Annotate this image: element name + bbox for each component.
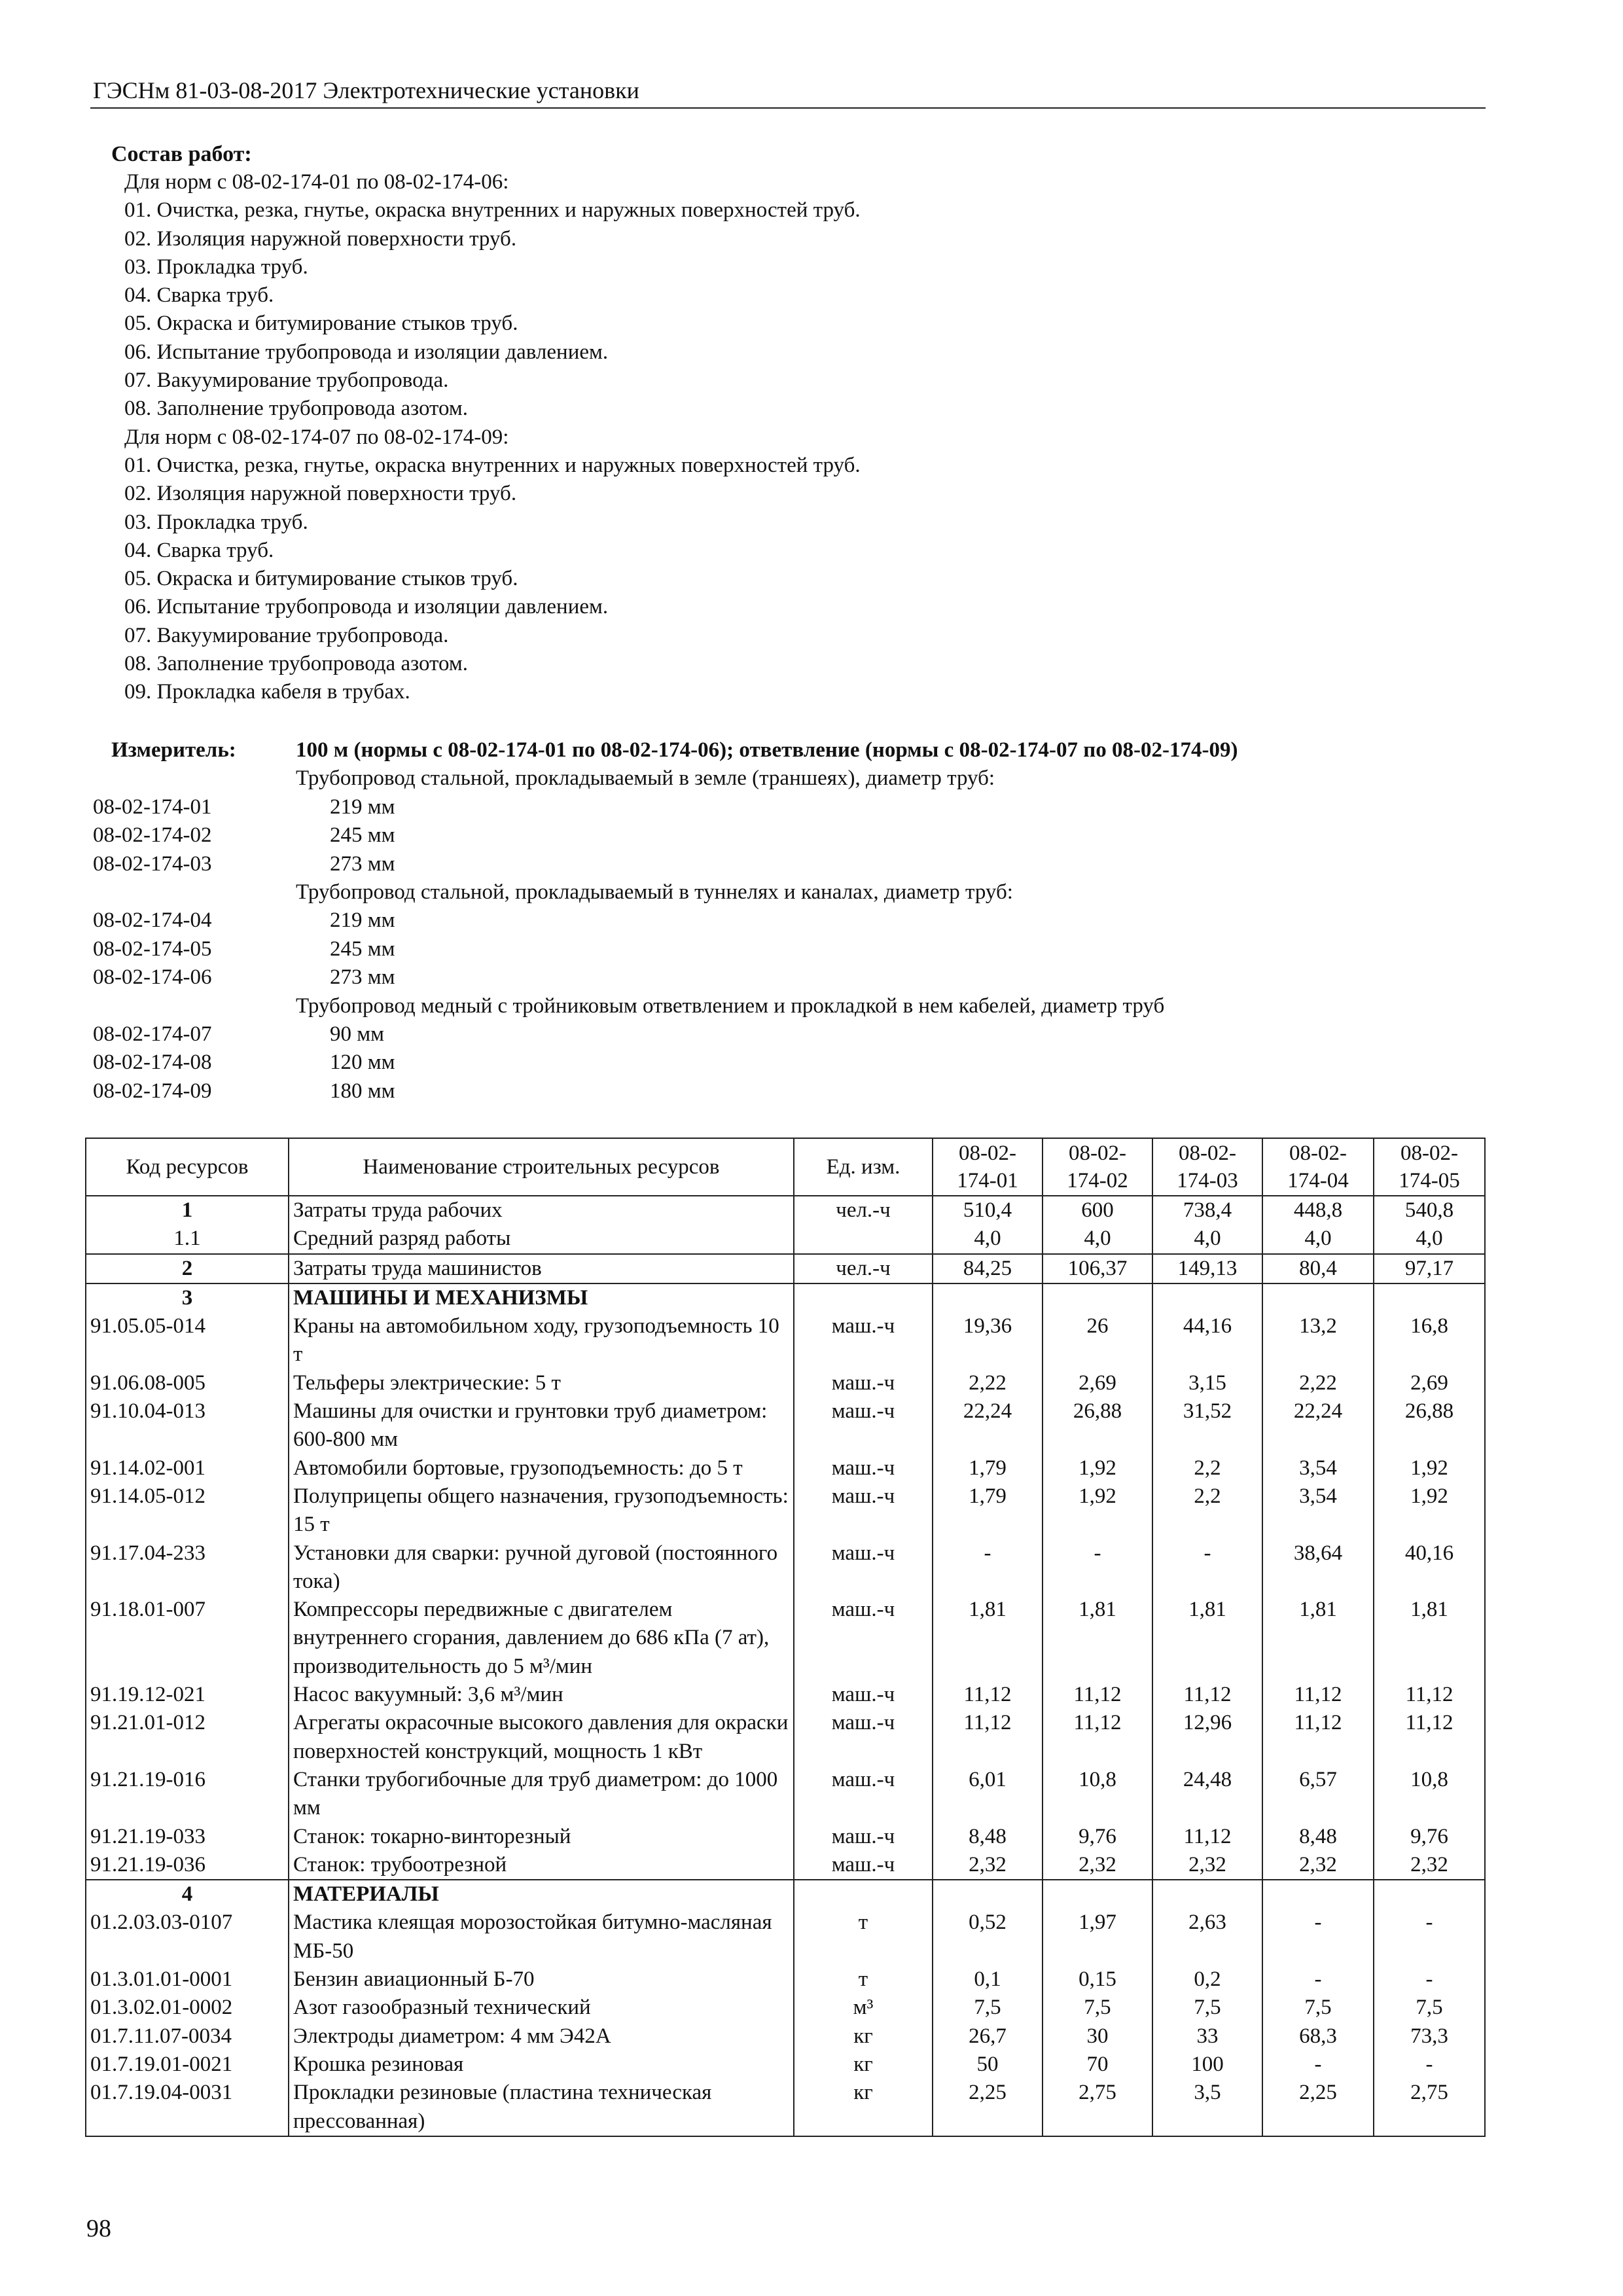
table-row — [86, 1196, 1485, 1225]
resource-code-cell: 2 — [86, 1254, 289, 1283]
value-cell: - — [933, 1539, 1043, 1596]
measure-item-size: 245 мм — [330, 823, 395, 848]
value-cell: 22,24 — [933, 1397, 1043, 1454]
table-row — [86, 1397, 1485, 1454]
work-composition-item: 04. Сварка труб. — [124, 283, 274, 308]
measure-item-code: 08-02-174-09 — [93, 1079, 212, 1103]
work-composition-item: 04. Сварка труб. — [124, 538, 274, 562]
value-cell — [933, 1880, 1043, 1909]
measure-item-size: 90 мм — [330, 1022, 385, 1046]
value-cell: 7,5 — [1374, 1994, 1485, 2022]
resource-name-cell: Электроды диаметром: 4 мм Э42А — [289, 2022, 794, 2051]
measure-item-code: 08-02-174-04 — [93, 908, 212, 933]
measure-item-size: 273 мм — [330, 965, 395, 990]
resource-name-cell: Станок: токарно-винторезный — [289, 1823, 794, 1851]
value-cell: 106,37 — [1043, 1254, 1152, 1283]
measure-group-row — [93, 764, 1487, 793]
value-cell: 2,75 — [1043, 2079, 1152, 2136]
table-row — [86, 1596, 1485, 1681]
value-cell: 44,16 — [1152, 1312, 1262, 1369]
value-cell: 40,16 — [1374, 1539, 1485, 1596]
value-cell: 2,32 — [1374, 1851, 1485, 1880]
resource-code-cell: 3 — [86, 1283, 289, 1312]
work-composition-item: 07. Вакуумирование трубопровода. — [124, 368, 449, 393]
resource-name-cell: Станок: трубоотрезной — [289, 1851, 794, 1880]
work-composition-item: 06. Испытание трубопровода и изоляции давлением. — [124, 340, 609, 364]
resource-code-cell: 01.3.01.01-0001 — [86, 1965, 289, 1994]
measure-item-code: 08-02-174-02 — [93, 823, 212, 848]
value-cell: 540,8 — [1374, 1196, 1485, 1225]
resource-name-cell: Насос вакуумный: 3,6 м³/мин — [289, 1681, 794, 1709]
resource-name-cell: Станки трубогибочные для труб диаметром: до 1000 мм — [289, 1766, 794, 1823]
value-cell: 3,15 — [1152, 1369, 1262, 1397]
unit-cell: маш.-ч — [794, 1709, 933, 1766]
value-cell: - — [1043, 1539, 1152, 1596]
value-cell: 11,12 — [1152, 1823, 1262, 1851]
value-cell: 10,8 — [1043, 1766, 1152, 1823]
work-composition-item: 02. Изоляция наружной поверхности труб. — [124, 226, 517, 251]
table-row — [86, 1283, 1485, 1312]
measure-group-title: Трубопровод медный с тройниковым ответвлением и прокладкой в нем кабелей, диаметр труб — [296, 994, 1165, 1018]
value-cell: 11,12 — [1043, 1681, 1152, 1709]
resource-name-cell: Бензин авиационный Б-70 — [289, 1965, 794, 1994]
work-composition-heading: Состав работ: — [111, 142, 252, 166]
unit-cell: кг — [794, 2022, 933, 2051]
value-cell: 2,32 — [1043, 1851, 1152, 1880]
resource-name-cell: Азот газообразный технический — [289, 1994, 794, 2022]
resource-code-cell: 91.18.01-007 — [86, 1596, 289, 1681]
unit-cell: чел.-ч — [794, 1254, 933, 1283]
resource-name-cell: Прокладки резиновые (пластина техническая прессованная) — [289, 2079, 794, 2136]
value-cell: - — [1374, 2051, 1485, 2079]
measure-item-row — [93, 935, 1487, 963]
resource-code-cell: 01.7.11.07-0034 — [86, 2022, 289, 2051]
value-cell: 1,92 — [1043, 1454, 1152, 1482]
measure-item-size: 219 мм — [330, 908, 395, 933]
table-row — [86, 1254, 1485, 1283]
table-row — [86, 1681, 1485, 1709]
value-cell: 50 — [933, 2051, 1043, 2079]
table-row — [86, 1454, 1485, 1482]
work-composition-list — [111, 168, 1420, 707]
value-cell: 80,4 — [1262, 1254, 1374, 1283]
value-cell — [1043, 1283, 1152, 1312]
measure-item-row — [93, 906, 1487, 935]
unit-cell: чел.-ч — [794, 1196, 933, 1225]
value-cell: 16,8 — [1374, 1312, 1485, 1369]
value-cell: 1,92 — [1374, 1454, 1485, 1482]
value-cell: 11,12 — [1043, 1709, 1152, 1766]
value-cell — [1152, 1283, 1262, 1312]
resource-name-cell: Средний разряд работы — [289, 1225, 794, 1253]
value-cell — [1374, 1283, 1485, 1312]
measure-group-title: Трубопровод стальной, прокладываемый в земле (траншеях), диаметр труб: — [296, 766, 995, 791]
value-cell: 33 — [1152, 2022, 1262, 2051]
value-cell: 31,52 — [1152, 1397, 1262, 1454]
work-composition-item: 01. Очистка, резка, гнутье, окраска внутренних и наружных поверхностей труб. — [124, 198, 861, 223]
measure-value: 100 м (нормы с 08-02-174-01 по 08-02-174-06); ответвление (нормы с 08-02-174-07 по 08-02-174-09) — [296, 738, 1238, 762]
value-cell: 6,57 — [1262, 1766, 1374, 1823]
value-cell: 1,81 — [1043, 1596, 1152, 1681]
measure-item-size: 273 мм — [330, 852, 395, 876]
work-composition-item: 06. Испытание трубопровода и изоляции давлением. — [124, 595, 609, 619]
measure-item-size: 245 мм — [330, 937, 395, 961]
work-composition-item: 09. Прокладка кабеля в трубах. — [124, 680, 410, 704]
value-cell: 1,92 — [1043, 1482, 1152, 1539]
value-cell: 4,0 — [1043, 1225, 1152, 1253]
value-cell: 0,15 — [1043, 1965, 1152, 1994]
table-row — [86, 1880, 1485, 1909]
value-cell: 2,22 — [933, 1369, 1043, 1397]
resource-name-cell: Компрессоры передвижные с двигателем внутреннего сгорания, давлением до 686 кПа (7 ат), производительность до 5 м³/мин — [289, 1596, 794, 1681]
value-cell: 7,5 — [933, 1994, 1043, 2022]
resource-name-cell: Тельферы электрические: 5 т — [289, 1369, 794, 1397]
measure-group-row — [93, 878, 1487, 906]
measure-item-row — [93, 850, 1487, 878]
value-cell: 1,81 — [933, 1596, 1043, 1681]
value-cell: 1,92 — [1374, 1482, 1485, 1539]
value-cell: 9,76 — [1043, 1823, 1152, 1851]
table-header-cell: Наименование строительных ресурсов — [289, 1138, 794, 1196]
header-title: ГЭСНм 81-03-08-2017 Электротехнические установки — [93, 77, 639, 103]
work-composition-item: 02. Изоляция наружной поверхности труб. — [124, 482, 517, 506]
value-cell: 1,79 — [933, 1454, 1043, 1482]
table-header-cell: 08-02- 174-05 — [1374, 1138, 1485, 1196]
unit-cell: маш.-ч — [794, 1596, 933, 1681]
value-cell — [1152, 1880, 1262, 1909]
table-row — [86, 1965, 1485, 1994]
value-cell: 7,5 — [1043, 1994, 1152, 2022]
value-cell: 11,12 — [1262, 1709, 1374, 1766]
value-cell: 3,5 — [1152, 2079, 1262, 2136]
resource-name-cell: Краны на автомобильном ходу, грузоподъемность 10 т — [289, 1312, 794, 1369]
value-cell: 149,13 — [1152, 1254, 1262, 1283]
value-cell: 2,22 — [1262, 1369, 1374, 1397]
unit-cell: маш.-ч — [794, 1369, 933, 1397]
resource-name-cell: Агрегаты окрасочные высокого давления для окраски поверхностей конструкций, мощность 1 кВт — [289, 1709, 794, 1766]
value-cell: 84,25 — [933, 1254, 1043, 1283]
table-body — [86, 1196, 1485, 2136]
unit-cell: маш.-ч — [794, 1312, 933, 1369]
value-cell: - — [1152, 1539, 1262, 1596]
work-composition-item: 05. Окраска и битумирование стыков труб. — [124, 312, 518, 336]
measure-item-code: 08-02-174-08 — [93, 1050, 212, 1075]
resource-name-cell: Мастика клеящая морозостойкая битумно-масляная МБ-50 — [289, 1909, 794, 1965]
unit-cell — [794, 1225, 933, 1253]
value-cell: 4,0 — [1152, 1225, 1262, 1253]
unit-cell: кг — [794, 2051, 933, 2079]
unit-cell: маш.-ч — [794, 1823, 933, 1851]
value-cell: 3,54 — [1262, 1454, 1374, 1482]
measure-item-size: 180 мм — [330, 1079, 395, 1103]
unit-cell — [794, 1880, 933, 1909]
table-header-cell: 08-02- 174-02 — [1043, 1138, 1152, 1196]
value-cell: 1,81 — [1374, 1596, 1485, 1681]
value-cell: 0,1 — [933, 1965, 1043, 1994]
value-cell: 1,81 — [1152, 1596, 1262, 1681]
table-row — [86, 1994, 1485, 2022]
value-cell: 0,2 — [1152, 1965, 1262, 1994]
resource-code-cell: 91.14.05-012 — [86, 1482, 289, 1539]
measure-item-code: 08-02-174-01 — [93, 795, 212, 819]
value-cell: 2,32 — [933, 1851, 1043, 1880]
value-cell — [1262, 1880, 1374, 1909]
table-header-cell: 08-02- 174-03 — [1152, 1138, 1262, 1196]
value-cell: 22,24 — [1262, 1397, 1374, 1454]
work-composition-item: 07. Вакуумирование трубопровода. — [124, 623, 449, 647]
value-cell: 70 — [1043, 2051, 1152, 2079]
value-cell: 1,81 — [1262, 1596, 1374, 1681]
table-header-cell: 08-02- 174-01 — [933, 1138, 1043, 1196]
value-cell — [1043, 1880, 1152, 1909]
value-cell: 24,48 — [1152, 1766, 1262, 1823]
work-composition-item: 03. Прокладка труб. — [124, 255, 308, 279]
value-cell: - — [1262, 2051, 1374, 2079]
resource-code-cell: 01.7.19.01-0021 — [86, 2051, 289, 2079]
value-cell: 600 — [1043, 1196, 1152, 1225]
table-row — [86, 1539, 1485, 1596]
value-cell: 26,7 — [933, 2022, 1043, 2051]
unit-cell: маш.-ч — [794, 1539, 933, 1596]
value-cell: 8,48 — [1262, 1823, 1374, 1851]
value-cell: 2,25 — [933, 2079, 1043, 2136]
resources-table — [85, 1138, 1486, 2137]
measure-item-row — [93, 1020, 1487, 1049]
value-cell — [933, 1283, 1043, 1312]
table-row — [86, 1909, 1485, 1965]
table-header-row — [86, 1138, 1485, 1196]
value-cell: 2,2 — [1152, 1482, 1262, 1539]
unit-cell — [794, 1283, 933, 1312]
work-composition-item: 03. Прокладка труб. — [124, 510, 308, 534]
resource-code-cell: 91.21.19-036 — [86, 1851, 289, 1880]
value-cell: 4,0 — [1262, 1225, 1374, 1253]
value-cell: 738,4 — [1152, 1196, 1262, 1225]
work-composition-item: 05. Окраска и битумирование стыков труб. — [124, 567, 518, 591]
value-cell: 2,69 — [1043, 1369, 1152, 1397]
value-cell: 19,36 — [933, 1312, 1043, 1369]
value-cell: 7,5 — [1262, 1994, 1374, 2022]
value-cell: 2,25 — [1262, 2079, 1374, 2136]
value-cell: 10,8 — [1374, 1766, 1485, 1823]
resource-name-cell: Затраты труда машинистов — [289, 1254, 794, 1283]
value-cell: 2,32 — [1152, 1851, 1262, 1880]
measure-group-row — [93, 992, 1487, 1020]
value-cell: 3,54 — [1262, 1482, 1374, 1539]
value-cell: 11,12 — [1262, 1681, 1374, 1709]
resource-code-cell: 91.17.04-233 — [86, 1539, 289, 1596]
resource-code-cell: 91.14.02-001 — [86, 1454, 289, 1482]
value-cell: - — [1262, 1909, 1374, 1965]
measure-item-code: 08-02-174-07 — [93, 1022, 212, 1046]
resource-name-cell: Машины для очистки и грунтовки труб диаметром: 600-800 мм — [289, 1397, 794, 1454]
measure-item-code: 08-02-174-05 — [93, 937, 212, 961]
value-cell: 30 — [1043, 2022, 1152, 2051]
value-cell: 4,0 — [933, 1225, 1043, 1253]
table-row — [86, 2079, 1485, 2136]
measure-label: Измеритель: — [111, 738, 236, 762]
measure-group-title: Трубопровод стальной, прокладываемый в туннелях и каналах, диаметр труб: — [296, 880, 1013, 904]
table-row — [86, 1312, 1485, 1369]
table-header-cell: Код ресурсов — [86, 1138, 289, 1196]
measure-item-code: 08-02-174-06 — [93, 965, 212, 990]
measure-item-code: 08-02-174-03 — [93, 852, 212, 876]
table-row — [86, 1709, 1485, 1766]
measure-row — [93, 736, 1487, 764]
resource-code-cell: 91.10.04-013 — [86, 1397, 289, 1454]
value-cell: 2,32 — [1262, 1851, 1374, 1880]
resource-code-cell: 4 — [86, 1880, 289, 1909]
resource-name-cell: МАШИНЫ И МЕХАНИЗМЫ — [289, 1283, 794, 1312]
resource-code-cell: 01.7.19.04-0031 — [86, 2079, 289, 2136]
table-row — [86, 2051, 1485, 2079]
table-row — [86, 1369, 1485, 1397]
unit-cell: маш.-ч — [794, 1766, 933, 1823]
resource-code-cell: 1.1 — [86, 1225, 289, 1253]
work-composition-item: 08. Заполнение трубопровода азотом. — [124, 397, 469, 421]
value-cell: 11,12 — [933, 1709, 1043, 1766]
value-cell — [1262, 1283, 1374, 1312]
header-rule — [90, 107, 1486, 109]
value-cell: 448,8 — [1262, 1196, 1374, 1225]
value-cell: 6,01 — [933, 1766, 1043, 1823]
value-cell: 7,5 — [1152, 1994, 1262, 2022]
resource-code-cell: 01.3.02.01-0002 — [86, 1994, 289, 2022]
unit-cell: маш.-ч — [794, 1454, 933, 1482]
measure-item-row — [93, 793, 1487, 821]
value-cell: 97,17 — [1374, 1254, 1485, 1283]
unit-cell: м³ — [794, 1994, 933, 2022]
value-cell: 8,48 — [933, 1823, 1043, 1851]
value-cell: 26 — [1043, 1312, 1152, 1369]
value-cell: 9,76 — [1374, 1823, 1485, 1851]
value-cell: 11,12 — [1152, 1681, 1262, 1709]
value-cell: 510,4 — [933, 1196, 1043, 1225]
work-composition-item: 01. Очистка, резка, гнутье, окраска внутренних и наружных поверхностей труб. — [124, 453, 861, 477]
unit-cell: маш.-ч — [794, 1851, 933, 1880]
value-cell: 11,12 — [933, 1681, 1043, 1709]
value-cell: - — [1374, 1965, 1485, 1994]
work-composition — [111, 140, 1420, 707]
page-number: 98 — [86, 2215, 111, 2242]
unit-cell: маш.-ч — [794, 1681, 933, 1709]
value-cell: 100 — [1152, 2051, 1262, 2079]
resource-code-cell: 91.06.08-005 — [86, 1369, 289, 1397]
resource-name-cell: МАТЕРИАЛЫ — [289, 1880, 794, 1909]
unit-cell: т — [794, 1965, 933, 1994]
resource-name-cell: Автомобили бортовые, грузоподъемность: до 5 т — [289, 1454, 794, 1482]
value-cell: 11,12 — [1374, 1709, 1485, 1766]
value-cell: 2,69 — [1374, 1369, 1485, 1397]
measure-item-size: 219 мм — [330, 795, 395, 819]
table-row — [86, 1823, 1485, 1851]
unit-cell: кг — [794, 2079, 933, 2136]
resource-name-cell: Установки для сварки: ручной дуговой (постоянного тока) — [289, 1539, 794, 1596]
value-cell: 13,2 — [1262, 1312, 1374, 1369]
measure-item-row — [93, 1077, 1487, 1105]
measure-item-row — [93, 821, 1487, 850]
value-cell: 0,52 — [933, 1909, 1043, 1965]
value-cell: - — [1262, 1965, 1374, 1994]
resource-code-cell: 01.2.03.03-0107 — [86, 1909, 289, 1965]
table-row — [86, 2022, 1485, 2051]
measure-item-size: 120 мм — [330, 1050, 395, 1075]
table-header-cell: Ед. изм. — [794, 1138, 933, 1196]
resource-code-cell: 91.21.19-016 — [86, 1766, 289, 1823]
resource-code-cell: 91.21.19-033 — [86, 1823, 289, 1851]
value-cell: 2,2 — [1152, 1454, 1262, 1482]
work-composition-item: Для норм с 08-02-174-01 по 08-02-174-06: — [124, 170, 509, 194]
resource-code-cell: 91.21.01-012 — [86, 1709, 289, 1766]
resource-name-cell: Затраты труда рабочих — [289, 1196, 794, 1225]
table-header-cell: 08-02- 174-04 — [1262, 1138, 1374, 1196]
measure-item-row — [93, 1049, 1487, 1077]
value-cell: 1,97 — [1043, 1909, 1152, 1965]
resource-name-cell: Полуприцепы общего назначения, грузоподъемность: 15 т — [289, 1482, 794, 1539]
value-cell: 11,12 — [1374, 1681, 1485, 1709]
value-cell — [1374, 1880, 1485, 1909]
value-cell: 68,3 — [1262, 2022, 1374, 2051]
value-cell: 73,3 — [1374, 2022, 1485, 2051]
value-cell: 26,88 — [1374, 1397, 1485, 1454]
work-composition-item: Для норм с 08-02-174-07 по 08-02-174-09: — [124, 425, 509, 449]
unit-cell: т — [794, 1909, 933, 1965]
unit-cell: маш.-ч — [794, 1482, 933, 1539]
measure-item-row — [93, 963, 1487, 992]
measure-section — [93, 736, 1487, 1105]
value-cell: 1,79 — [933, 1482, 1043, 1539]
resource-code-cell: 1 — [86, 1196, 289, 1225]
table-row — [86, 1851, 1485, 1880]
value-cell: 26,88 — [1043, 1397, 1152, 1454]
unit-cell: маш.-ч — [794, 1397, 933, 1454]
resource-code-cell: 91.19.12-021 — [86, 1681, 289, 1709]
resource-code-cell: 91.05.05-014 — [86, 1312, 289, 1369]
value-cell: 38,64 — [1262, 1539, 1374, 1596]
value-cell: - — [1374, 1909, 1485, 1965]
table-row — [86, 1225, 1485, 1253]
resource-name-cell: Крошка резиновая — [289, 2051, 794, 2079]
table-row — [86, 1766, 1485, 1823]
value-cell: 2,75 — [1374, 2079, 1485, 2136]
value-cell: 4,0 — [1374, 1225, 1485, 1253]
value-cell: 2,63 — [1152, 1909, 1262, 1965]
work-composition-item: 08. Заполнение трубопровода азотом. — [124, 652, 469, 676]
value-cell: 12,96 — [1152, 1709, 1262, 1766]
table-row — [86, 1482, 1485, 1539]
